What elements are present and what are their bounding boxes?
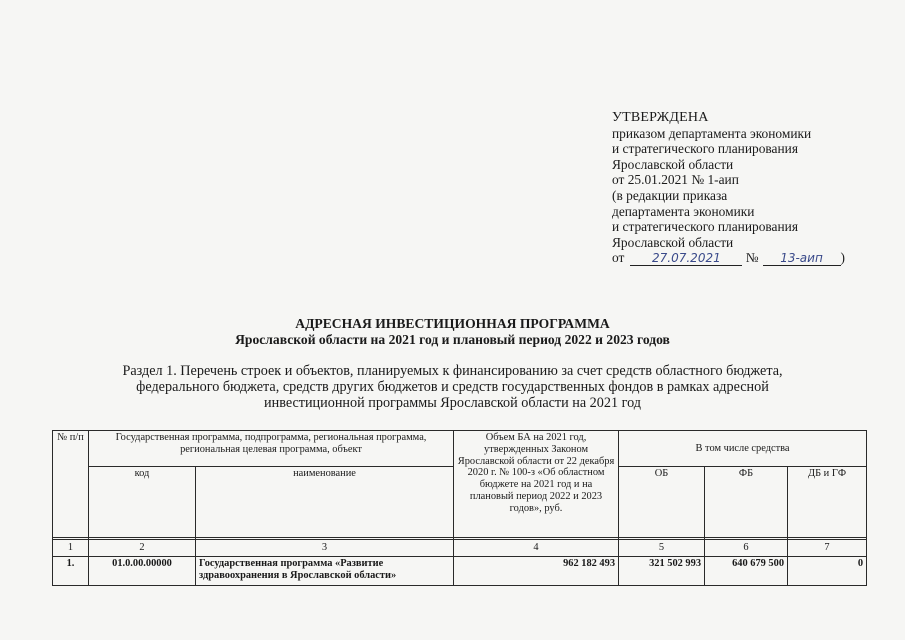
section-line-2: федерального бюджета, средств других бюджетов и средств государственных фондов в рамках адресной — [136, 379, 769, 396]
row-fb: 640 679 500 — [705, 557, 788, 586]
row-num: 1. — [53, 557, 89, 586]
approval-line: от 25.01.2021 № 1-аип — [612, 172, 739, 188]
approval-line: (в редакции приказа — [612, 187, 728, 203]
approval-line: приказом департамента экономики — [612, 125, 812, 141]
approval-line: Ярославской области — [612, 156, 734, 172]
header-name: наименование — [196, 467, 454, 538]
section-line-3: инвестиционной программы Ярославской области на 2021 год — [264, 395, 641, 412]
section-line-1: Раздел 1. Перечень строек и объектов, планируемых к финансированию за счет средств областного бюджета, — [122, 363, 783, 379]
col-number: 7 — [788, 540, 867, 557]
row-code: 01.0.00.00000 — [89, 557, 196, 586]
approval-line: и стратегического планирования — [612, 219, 798, 235]
approval-line: и стратегического планирования — [612, 141, 798, 157]
row-db: 0 — [788, 557, 867, 586]
column-number-row — [53, 540, 867, 557]
table-row — [53, 557, 867, 586]
header-program: Государственная программа, подпрограмма, региональная программа, региональная целевая программа, объект — [89, 431, 454, 467]
header-ob: ОБ — [619, 467, 705, 538]
row-name: Государственная программа «Развитие здравоохранения в Ярославской области» — [196, 557, 454, 586]
sig-close: ) — [840, 250, 845, 266]
header-fb: ФБ — [705, 467, 788, 538]
row-ob: 321 502 993 — [619, 557, 705, 586]
title-line-1: АДРЕСНАЯ ИНВЕСТИЦИОННАЯ ПРОГРАММА — [295, 316, 610, 331]
col-number: 6 — [705, 540, 788, 557]
handwritten-date: 27.07.2021 — [630, 251, 742, 266]
approval-heading: УТВЕРЖДЕНА — [612, 110, 709, 125]
title-line-2: Ярославской области на 2021 год и плановый период 2022 и 2023 годов — [235, 331, 670, 347]
approval-block — [612, 110, 845, 266]
sig-number-label: № — [745, 250, 759, 266]
col-number: 1 — [53, 540, 89, 557]
header-volume: Объем БА на 2021 год, утвержденных Законом Ярославской области от 22 декабря 2020 г. № 100-з «Об областном бюджете на 2021 год и на плановый период 2022 и 2023 годов», руб. — [454, 431, 619, 538]
col-number: 3 — [196, 540, 454, 557]
handwritten-number: 13-аип — [763, 251, 841, 266]
approval-line: департамента экономики — [612, 203, 755, 219]
document-title — [0, 316, 905, 347]
col-number: 5 — [619, 540, 705, 557]
section-heading — [40, 363, 865, 412]
row-volume: 962 182 493 — [454, 557, 619, 586]
col-number: 4 — [454, 540, 619, 557]
approval-signature-line — [612, 250, 845, 266]
col-number: 2 — [89, 540, 196, 557]
header-db: ДБ и ГФ — [788, 467, 867, 538]
approval-line: Ярославской области — [612, 234, 734, 250]
header-num: № п/п — [53, 431, 89, 538]
investment-table — [52, 430, 867, 586]
header-code: код — [89, 467, 196, 538]
sig-prefix: от — [612, 250, 625, 266]
header-including: В том числе средства — [619, 431, 867, 467]
